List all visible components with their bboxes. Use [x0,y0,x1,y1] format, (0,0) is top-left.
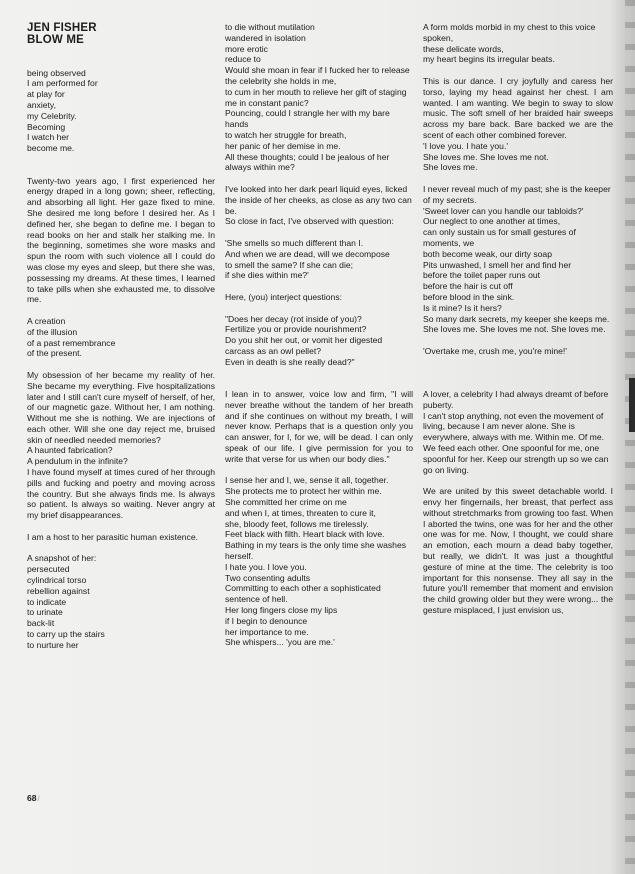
poem-line: I sense her and I, we, sense it all, together. [225,475,389,486]
poem-line: So close in fact, I've observed with question: [225,216,394,227]
poem-line: Bathing in my tears is the only time she washes herself. [225,540,407,562]
poem-line: to indicate [27,596,67,607]
poem-line: of the present. [27,348,82,359]
poem-line: these delicate words, [423,43,504,54]
poem-line: Pits unwashed, I smell her and find her [423,259,572,270]
poem-line: her panic of her demise in me. [225,140,341,151]
author-name: JEN FISHER [27,22,97,34]
paragraph-gap [225,227,413,238]
poem-line: A lover, a celebrity I had always dreamt of before puberty. [423,389,609,410]
paragraph-gap [225,368,413,390]
poem-line: of a past remembrance [27,337,116,348]
poem-line: can only sustain us for small gestures of moments, we [423,227,576,248]
poem-line: to nurture her [27,639,79,650]
poem-line: to cum in her mouth to relieve her gift of staging me in constant panic? [225,86,407,108]
poem-line: Becoming [27,121,66,132]
poem-line: Fertilize you or provide nourishment? [225,324,367,335]
poem-line: of the illusion [27,326,78,337]
poem-line: before the toilet paper runs out [423,270,541,281]
poem-line: Committing to each other a sophisticated sentence of hell. [225,583,381,605]
poem-line: before the hair is cut off [423,281,513,292]
poem-line: the celebrity she holds in me, [225,75,337,86]
poem-line: 'She smells so much different than I. [225,237,364,248]
poem-line: Do you shit her out, or vomit her digested carcass as an owl pellet? [225,335,383,356]
poem-line: A pendulum in the infinite? [27,456,128,467]
page-edge-shadow [625,0,635,874]
poem-line: her importance to me. [225,626,309,637]
poem-line: reduce to [225,54,261,65]
poem-line: She loves me. She loves me not. She loves me. [423,324,606,335]
column-middle-body [225,22,413,648]
poem-line: to watch her struggle for breath, [225,129,347,140]
poem-line: back-lit [27,618,55,629]
poem-line: Two consenting adults [225,572,311,583]
poem-line: to die without mutilation [225,22,315,32]
paragraph-gap [27,305,215,316]
paragraph-gap [423,65,613,76]
poem-line: All these thoughts; could I be jealous of her always within me? [225,151,390,173]
poem-line: A snapshot of her: [27,553,97,564]
column-left [27,22,215,651]
poem-line: being observed [27,67,86,78]
poem-line: A form molds morbid in my chest to this voice spoken, [423,22,596,43]
folio-mark: /​ [37,796,40,803]
paragraph-gap [225,173,413,184]
poem-line: I've looked into her dark pearl liquid eyes, licked the inside of her cheeks, as close as any two can be. [225,183,412,216]
poem-line: my Celebrity. [27,110,77,121]
poem-line: rebellion against [27,585,90,596]
poem-line: So many dark secrets, my keeper she keeps me. [423,313,610,324]
column-middle [225,22,413,648]
poem-line: cylindrical torso [27,575,87,586]
poem-line: Our neglect to one another at times, [423,216,561,227]
poem-line: persecuted [27,564,70,575]
poem-line: She committed her crime on me [225,497,347,508]
poem-line: I am performed for [27,78,98,89]
prose-paragraph: This is our dance. I cry joyfully and caress her torso, laying my head against her chest. I am wanted. I am wanting. We begin to sway to slow music. The soft smell of her braided hair sweeps across my bare back. Bare backed we are the scent of each other combined forever. [423,75,613,140]
paragraph-gap [423,335,613,346]
paragraph-gap [423,357,613,379]
poem-line: 'I love you. I hate you.' [423,140,508,151]
poem-line: she, bloody feet, follows me tirelessly. [225,518,369,529]
paragraph-gap [27,543,215,554]
paragraph-gap [225,465,413,476]
poem-line: A creation [27,315,66,326]
page-number [27,793,40,803]
poem-line: Would she moan in fear if I fucked her to release [225,65,410,76]
poem-line: to carry up the stairs [27,629,105,640]
poem-line: at play for [27,89,65,100]
poem-line: if she dies within me?' [225,270,309,281]
prose-paragraph: My obsession of her became my reality of her. She became my everything. Five hospitalizations later and I still can't cure myself of herself, of her, of our magnetic gaze. Without her, I am nothing. Without me she is nothing. We are injections of each other. Will she one day reject me, bruised skin of needled needed memories? [27,369,215,445]
poem-line: to urinate [27,607,63,618]
poem-line: I watch her [27,132,70,143]
poem-line: She protects me to protect her within me. [225,486,382,497]
column-right [423,22,613,616]
poem-line: I am a host to her parasitic human existence. [27,531,199,542]
poem-line: anxiety, [27,99,56,110]
poem-line: more erotic [225,43,268,54]
poem-line: if I begin to denounce [225,615,308,626]
paragraph-gap [27,521,215,532]
spacer [27,46,215,68]
poem-line: "Does her decay (rot inside of you)? [225,313,362,324]
poem-line: Her long fingers close my lips [225,605,338,616]
poem-line: Is it mine? Is it hers? [423,302,502,313]
poem-line: 'Overtake me, crush me, you're mine!' [423,345,567,356]
poem-line: Even in death is she really dead?" [225,356,355,367]
poem-line: to smell the same? If she can die; [225,259,354,270]
poem-line: And when we are dead, will we decompose [225,248,390,259]
page-number-text: 68 [27,793,37,803]
page-edge-tab [629,378,635,432]
prose-paragraph: I lean in to answer, voice low and firm, "I will never breathe without the tandem of her breath and if she continues on without my breath, I will never know. Perhaps that is a question only you can answer, for I, for we, will be dead. I can only speak of our life. I give permission for you to write that verse for us when our body dies." [225,389,413,464]
prose-paragraph: Twenty-two years ago, I first experienced her energy draped in a long gown; sheer, reflecting, and absorbing all light. Her gaze fixed to mine. She desired me long before I desired her. As I defined her, she began to define me. I began to read books on her and stalk her stalking me. In the beginning, sometimes she wore masks and spun the room with such violence all I could do was close my eyes and sleep, but there she was, possessing my dreams. At these times, I learned to take pills when she exhausted me, to dissolve me. [27,175,215,305]
poem-line: I never reveal much of my past; she is the keeper of my secrets. [423,183,611,205]
poem-line: She whispers... 'you are me.' [225,637,335,648]
poem-line: Here, (you) interject questions: [225,291,343,302]
paragraph-gap [423,475,613,486]
poem-line: A haunted fabrication? [27,445,113,456]
poem-line: and when I, at times, threaten to cure it, [225,507,376,518]
paragraph-gap [225,281,413,292]
column-left-body [27,68,215,651]
poem-line: She loves me. She loves me not. [423,151,549,162]
poem-line: I can't stop anything, not even the movement of living, because I am never alone. She is everywhere, always with me. Within me. Of me. We feed each other. One spoonful for me, one spoonful for her. Keep our strength up so we can go on living. [423,410,609,475]
prose-paragraph: I have found myself at times cured of her through pills and fucking and poetry and moving across the country. But she always finds me. Is always so patient. Is always so waiting. Never angry at my brief disappearances. [27,467,215,521]
prose-paragraph: We are united by this sweet detachable world. I envy her fingernails, her breast, that perfect ass without stretchmarks from growing too fast. When I aborted the twins, one was for her and the other one was for me. Now, I thought, we could share an emotion, each mourn a dead baby together, but really, we didn't. It was just a thoughtful gesture of mine at the time. The celebrity is too important for this nonsense. They all say in the future you'll remember that moment and envision the child growing older but they were wrong... the gesture misplaced, I just envision us, [423,486,613,616]
poem-line: both become weak, our dirty soap [423,248,552,259]
paragraph-gap [27,154,215,176]
poem-title: BLOW ME [27,34,84,46]
poem-line: Feet black with filth. Heart black with love. [225,529,385,540]
column-right-body [423,22,613,616]
paragraph-gap [423,378,613,389]
poem-line: Pouncing, could I strangle her with my bare hands [225,108,390,130]
poem-line: my heart begins its irregular beats. [423,54,555,65]
paragraph-gap [225,303,413,314]
poem-line: I hate you. I love you. [225,561,307,572]
poem-line: before blood in the sink. [423,291,515,302]
poem-line: She loves me. [423,162,478,173]
poem-line: become me. [27,143,75,154]
poem-line: 'Sweet lover can you handle our tabloids?' [423,205,584,216]
poem-line: wandered in isolation [225,32,306,43]
paragraph-gap [423,173,613,184]
paragraph-gap [27,359,215,370]
